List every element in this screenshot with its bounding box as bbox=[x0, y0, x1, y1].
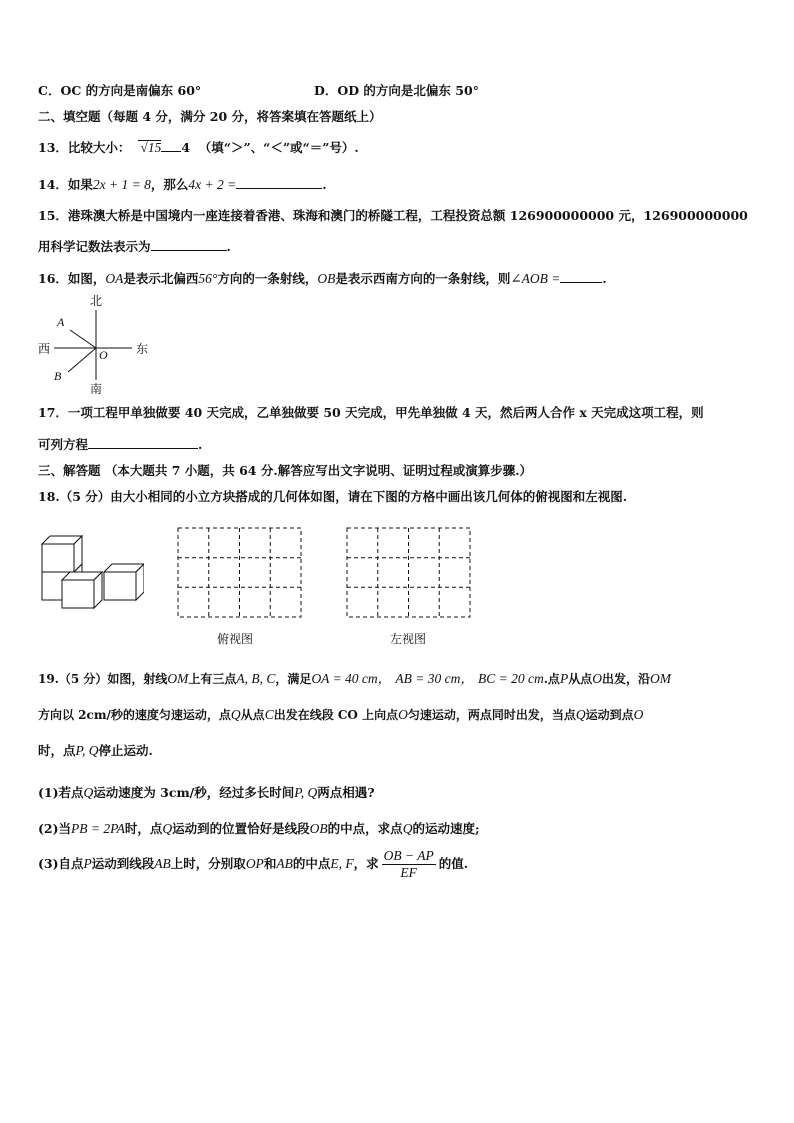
section-3-heading: 三、解答题 （本大题共 7 小题，共 64 分.解答应写出文字说明、证明过程或演算步骤.） bbox=[38, 463, 533, 478]
q19-fraction-denominator: EF bbox=[400, 865, 417, 880]
q16-ob: OB bbox=[317, 271, 336, 286]
q19-text-c: ，满足 bbox=[275, 672, 312, 686]
q19-c: C bbox=[264, 707, 274, 722]
question-15-line-1: 15．港珠澳大桥是中国境内一座连接着香港、珠海和澳门的桥隧工程，工程投资总额 126900000000 元，126900000000 bbox=[38, 208, 748, 223]
q19-text-l2a: 方向以 2cm/秒的速度匀速运动，点 bbox=[38, 708, 231, 722]
q19-s1-a: (1)若点 bbox=[38, 785, 84, 800]
question-19-line-3 bbox=[38, 742, 153, 760]
q14-mid: ，那么 bbox=[150, 177, 189, 192]
question-17-line-2 bbox=[38, 436, 202, 454]
q19-s2-b: 时，点 bbox=[124, 821, 163, 836]
q19-oa: OA = 40 cm， bbox=[311, 671, 392, 686]
q19-text-e: 从点 bbox=[568, 672, 593, 686]
question-18: 18.（5 分）由大小相同的小立方块搭成的几何体如图，请在下图的方格中画出该几何体的俯视图和左视图. bbox=[38, 489, 628, 504]
question-19-part-1 bbox=[38, 784, 375, 802]
q19-q: Q bbox=[230, 707, 241, 722]
compass-point-o: O bbox=[99, 348, 108, 362]
q19-s3-c: 上时，分别取 bbox=[170, 856, 246, 871]
q16-angle: 56° bbox=[198, 271, 218, 286]
q19-text-l2c: 出发在线段 CO 上向点 bbox=[273, 708, 399, 722]
q19-o: O bbox=[592, 671, 602, 686]
ray-oa bbox=[70, 330, 96, 348]
left-view-grid[interactable] bbox=[346, 527, 472, 619]
q19-fraction bbox=[382, 848, 436, 881]
q14-equation-2: 4x + 2 = bbox=[188, 177, 237, 192]
q13-radicand: 15 bbox=[147, 140, 162, 155]
q16-suffix: . bbox=[602, 271, 607, 286]
q13-prefix: 13．比较大小： bbox=[38, 140, 131, 155]
q19-om-2: OM bbox=[649, 671, 671, 686]
compass-point-b: B bbox=[54, 369, 62, 383]
q14-answer-blank[interactable] bbox=[236, 176, 322, 189]
q16-prefix: 16．如图， bbox=[38, 271, 106, 286]
q19-s3-ab: AB bbox=[154, 856, 171, 871]
section-2-heading: 二、填空题（每题 4 分，满分 20 分，将答案填在答题纸上） bbox=[38, 109, 382, 124]
q19-s3-ef: E, F bbox=[330, 856, 354, 871]
option-d: D．OD 的方向是北偏东 50° bbox=[314, 83, 479, 98]
q19-s3-op: OP bbox=[245, 856, 264, 871]
q19-s2-e: 的运动速度; bbox=[412, 821, 480, 836]
option-c: C．OC 的方向是南偏东 60° bbox=[38, 83, 202, 98]
question-14 bbox=[38, 176, 327, 194]
q19-s3-e: 的中点 bbox=[292, 856, 331, 871]
question-13 bbox=[38, 139, 359, 157]
compass-north-label: 北 bbox=[90, 294, 103, 308]
q19-text-l3b: 停止运动. bbox=[98, 743, 153, 758]
q19-text-l2e: 运动到点 bbox=[585, 708, 634, 722]
q19-s3-ab-2: AB bbox=[276, 856, 293, 871]
q19-fraction-numerator: OB − AP bbox=[383, 848, 434, 863]
q19-s2-q: Q bbox=[162, 821, 173, 836]
q19-s2-q-2: Q bbox=[402, 821, 413, 836]
question-17-line-1: 17．一项工程甲单独做要 40 天完成，乙单独做要 50 天完成，甲先单独做 4 天，然后两人合作 x 天完成这项工程，则 bbox=[38, 405, 704, 420]
q19-text-d: .点 bbox=[543, 672, 560, 686]
q15-prefix: 用科学记数法表示为 bbox=[38, 239, 151, 254]
q19-ab: AB = 30 cm， bbox=[395, 671, 474, 686]
question-19-line-1 bbox=[38, 670, 671, 688]
q19-s2-d: 的中点，求点 bbox=[327, 821, 403, 836]
top-view-grid[interactable] bbox=[177, 527, 303, 619]
sqrt-15: √ 15 bbox=[140, 140, 162, 155]
q17-prefix: 可列方程 bbox=[38, 437, 89, 452]
q19-om: OM bbox=[167, 671, 189, 686]
q13-four: 4 bbox=[181, 140, 191, 155]
q16-mid-2: 方向的一条射线， bbox=[217, 271, 318, 286]
q19-s2-c: 运动到的位置恰好是线段 bbox=[172, 821, 310, 836]
left-view-caption: 左视图 bbox=[390, 632, 427, 646]
q19-s2-ob: OB bbox=[309, 821, 328, 836]
q19-q-2: Q bbox=[575, 707, 586, 722]
question-19-part-3 bbox=[38, 848, 468, 881]
q19-s1-q: Q bbox=[83, 785, 94, 800]
question-16 bbox=[38, 270, 607, 288]
q16-mid-1: 是表示北偏西 bbox=[123, 271, 199, 286]
q19-text-b: 上有三点 bbox=[188, 672, 237, 686]
compass-east-label: 东 bbox=[136, 342, 149, 356]
q19-s1-pq: P, Q bbox=[294, 785, 318, 800]
cube-solid-figure bbox=[38, 530, 144, 614]
q19-o-2: O bbox=[398, 707, 408, 722]
top-view-caption: 俯视图 bbox=[217, 632, 254, 646]
question-19-line-2 bbox=[38, 706, 643, 724]
q19-s3-b: 运动到线段 bbox=[91, 856, 155, 871]
q19-abc: A, B, C bbox=[236, 671, 276, 686]
q19-s3-g: 的值. bbox=[438, 856, 469, 871]
q19-s3-d: 和 bbox=[263, 856, 277, 871]
q19-text-l2b: 从点 bbox=[240, 708, 265, 722]
q19-s1-c: 两点相遇? bbox=[317, 785, 375, 800]
q16-aob: ∠AOB = bbox=[510, 271, 561, 286]
q19-s3-f: ，求 bbox=[353, 856, 379, 871]
q13-suffix: （填“＞”、“＜”或“＝”号）. bbox=[198, 140, 359, 155]
q14-prefix: 14．如果 bbox=[38, 177, 93, 192]
ray-ob bbox=[68, 348, 96, 372]
q15-suffix: . bbox=[226, 239, 231, 254]
q19-s3-a: (3)自点 bbox=[38, 856, 84, 871]
q13-answer-blank[interactable] bbox=[161, 139, 181, 152]
question-15-line-2 bbox=[38, 238, 231, 256]
q14-suffix: . bbox=[322, 177, 327, 192]
q15-answer-blank[interactable] bbox=[151, 238, 227, 251]
q16-answer-blank[interactable] bbox=[560, 270, 602, 283]
q17-answer-blank[interactable] bbox=[88, 436, 198, 449]
q19-s3-p: P bbox=[83, 856, 92, 871]
q19-s2-eq: PB = 2PA bbox=[71, 821, 125, 836]
q19-p: P bbox=[559, 671, 569, 686]
q19-s2-a: (2)当 bbox=[38, 821, 72, 836]
q14-equation-1: 2x + 1 = 8 bbox=[92, 177, 151, 192]
compass-west-label: 西 bbox=[38, 342, 51, 356]
q19-s1-b: 运动速度为 3cm/秒，经过多长时间 bbox=[93, 785, 295, 800]
q17-suffix: . bbox=[198, 437, 203, 452]
q19-bc: BC = 20 cm bbox=[478, 671, 544, 686]
q16-mid-3: 是表示西南方向的一条射线，则 bbox=[335, 271, 511, 286]
q19-text-l2d: 匀速运动，两点同时出发，当点 bbox=[407, 708, 576, 722]
q19-text-a: 19.（5 分）如图，射线 bbox=[38, 672, 168, 686]
q19-text-l3a: 时，点 bbox=[38, 743, 76, 758]
question-19-part-2 bbox=[38, 820, 480, 838]
q19-pq: P, Q bbox=[75, 743, 99, 758]
q16-oa: OA bbox=[105, 271, 124, 286]
compass-south-label: 南 bbox=[90, 382, 103, 396]
q19-text-f: 出发，沿 bbox=[601, 672, 650, 686]
compass-point-a: A bbox=[57, 315, 65, 329]
q19-o-3: O bbox=[633, 707, 644, 722]
